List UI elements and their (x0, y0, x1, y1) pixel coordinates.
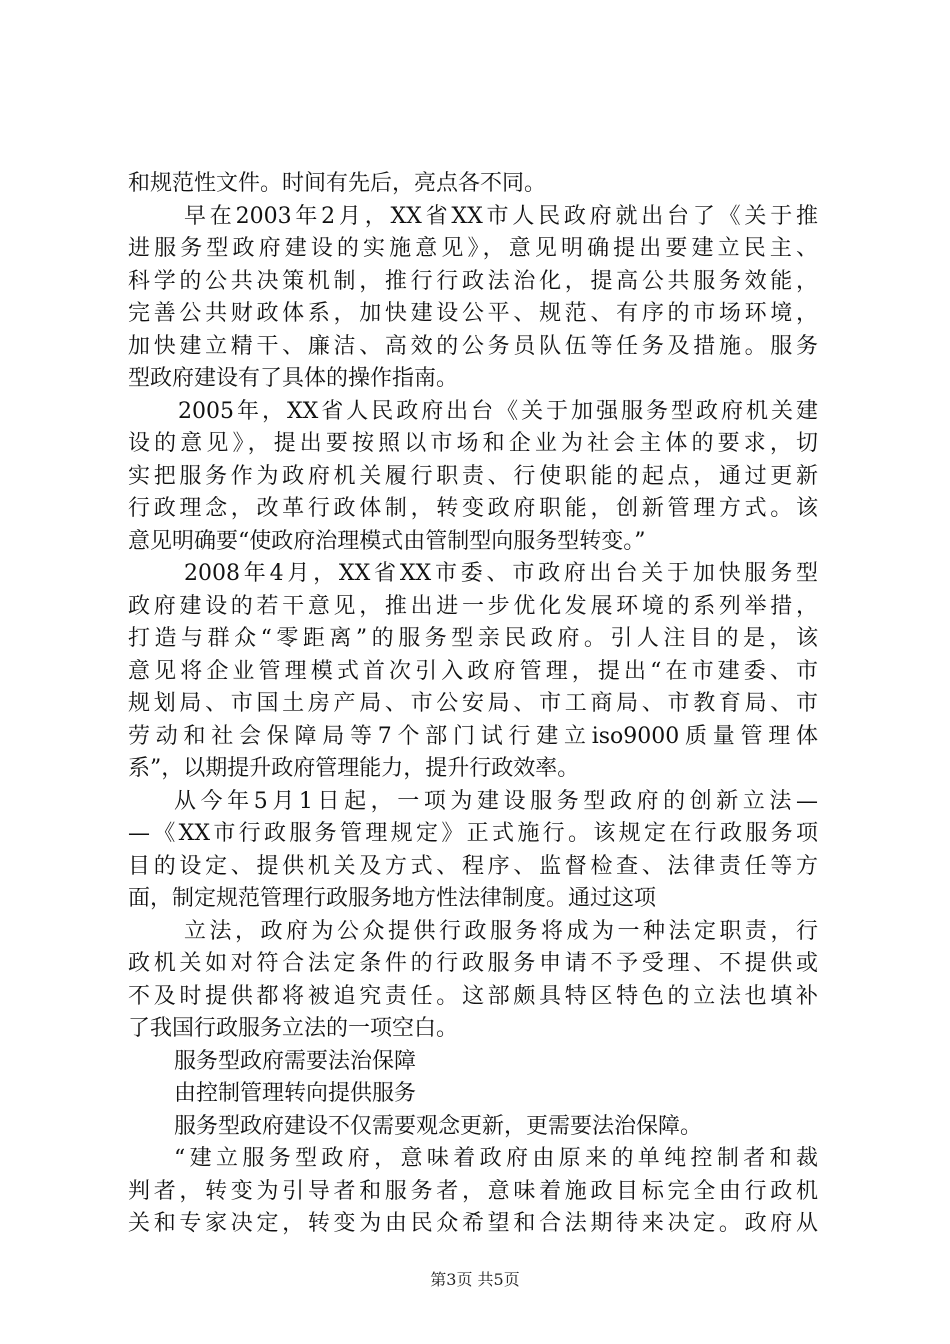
text-line: 劳动和社会保障局等7个部门试行建立iso9000质量管理体 (128, 723, 818, 749)
text-line: 和规范性文件。时间有先后，亮点各不同。 (128, 171, 547, 196)
text-line: 规划局、市国土房产局、市公安局、市工商局、市教育局、市 (128, 691, 818, 716)
text-line: 加快建立精干、廉洁、高效的公务员队伍等任务及措施。服务 (128, 333, 818, 359)
text-line: 目的设定、提供机关及方式、程序、监督检查、法律责任等方 (128, 853, 818, 879)
document-body (128, 168, 818, 1241)
text-line: 2005年，XX省人民政府出台《关于加强服务型政府机关建 (178, 398, 818, 424)
text-line: “建立服务型政府，意味着政府由原来的单纯控制者和裁 (174, 1146, 818, 1171)
text-line: 政府建设的若干意见，推出进一步优化发展环境的系列举措， (128, 593, 818, 619)
text-line: 意见将企业管理模式首次引入政府管理，提出“在市建委、市 (128, 658, 818, 684)
text-line: 服务型政府建设不仅需要观念更新，更需要法治保障。 (174, 1113, 703, 1139)
text-line: 进服务型政府建设的实施意见》，意见明确提出要建立民主、 (128, 236, 818, 261)
text-line: 实把服务作为政府机关履行职责、行使职能的起点，通过更新 (128, 463, 818, 489)
text-line: 打造与群众“零距离”的服务型亲民政府。引人注目的是，该 (128, 626, 818, 651)
section-heading: 服务型政府需要法治保障 (174, 1048, 417, 1074)
text-line: 系”，以期提升政府管理能力，提升行政效率。 (128, 756, 580, 781)
text-line: 从今年5月1日起，一项为建设服务型政府的创新立法— (174, 788, 818, 814)
text-line: 早在2003年2月，XX省XX市人民政府就出台了《关于推 (184, 203, 818, 229)
text-line: 设的意见》，提出要按照以市场和企业为社会主体的要求，切 (128, 431, 818, 456)
text-line: 判者，转变为引导者和服务者，意味着施政目标完全由行政机 (128, 1178, 818, 1204)
text-line: 意见明确要“使政府治理模式由管制型向服务型转变。” (128, 528, 646, 554)
text-line: 科学的公共决策机制，推行行政法治化，提高公共服务效能， (128, 268, 818, 294)
text-line: 立法，政府为公众提供行政服务将成为一种法定职责，行 (184, 918, 818, 944)
text-line: 型政府建设有了具体的操作指南。 (128, 366, 459, 391)
text-line: 2008年4月，XX省XX市委、市政府出台关于加快服务型 (184, 561, 818, 586)
text-line: 政机关如对符合法定条件的行政服务申请不予受理、不提供或 (128, 951, 818, 976)
text-line: 完善公共财政体系，加快建设公平、规范、有序的市场环境， (128, 301, 818, 326)
text-line: 不及时提供都将被追究责任。这部颇具特区特色的立法也填补 (128, 983, 818, 1009)
page-number-footer: 第3页 共5页 (430, 1270, 520, 1289)
text-line: 行政理念，改革行政体制，转变政府职能，创新管理方式。该 (128, 496, 818, 521)
text-line: 了我国行政服务立法的一项空白。 (128, 1016, 459, 1041)
text-line: 面，制定规范管理行政服务地方性法律制度。通过这项 (128, 886, 657, 911)
section-subheading: 由控制管理转向提供服务 (174, 1081, 417, 1106)
text-line: —《XX市行政服务管理规定》正式施行。该规定在行政服务项 (128, 821, 818, 846)
text-line: 关和专家决定，转变为由民众希望和合法期待来决定。政府从 (128, 1211, 818, 1236)
